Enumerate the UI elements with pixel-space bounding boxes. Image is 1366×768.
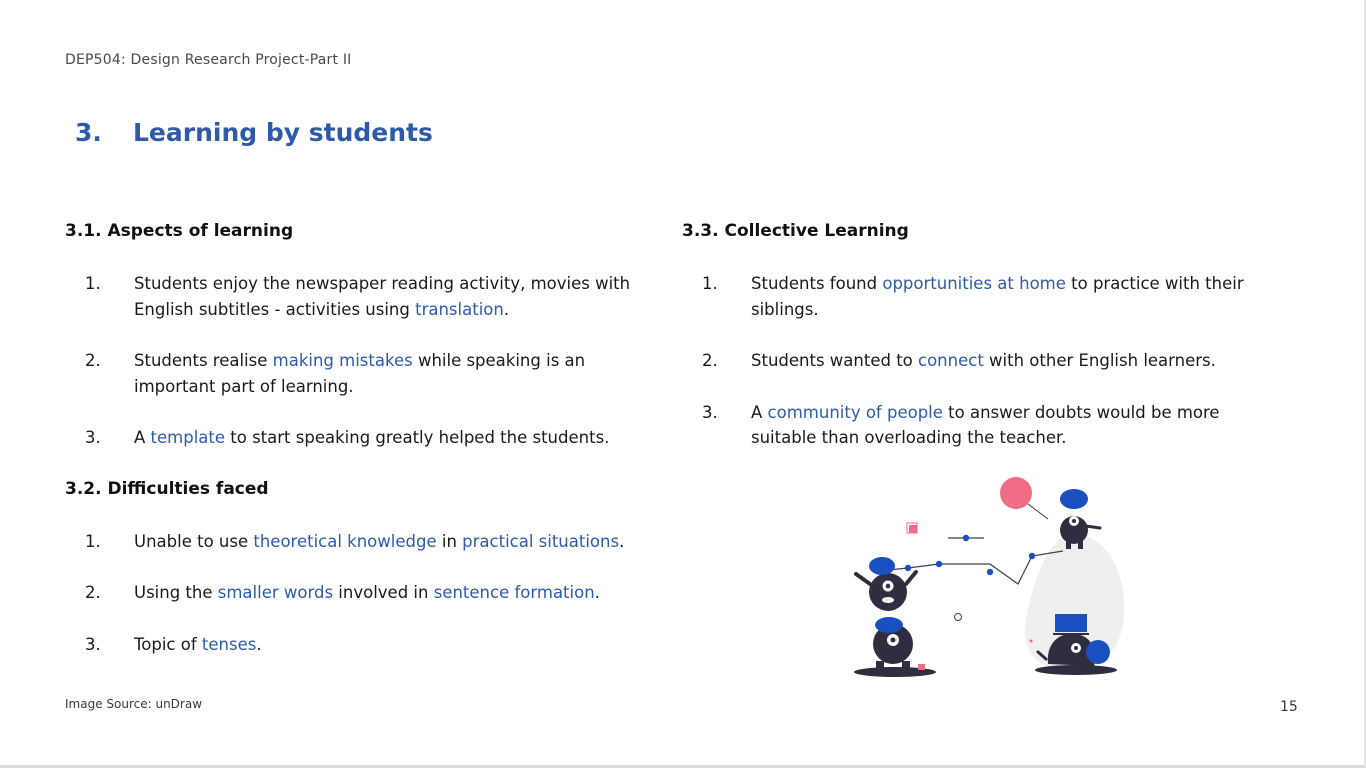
item-text: to start speaking greatly helped the students.: [225, 428, 610, 447]
monsters-illustration: [848, 474, 1138, 684]
list-item: [65, 580, 665, 606]
list-item: [65, 271, 665, 322]
highlight-text: connect: [918, 351, 984, 370]
item-text: Students found: [751, 274, 883, 293]
list-item: [682, 348, 1282, 374]
network-node: [963, 535, 969, 541]
monster-top: [869, 573, 907, 611]
highlight-text: theoretical knowledge: [253, 531, 437, 551]
item-text: Students realise: [134, 351, 273, 370]
highlight-text: template: [150, 428, 226, 447]
monster-bottom-hat: [875, 617, 903, 633]
highlight-text: making mistakes: [272, 351, 413, 370]
item-text: to answer doubts would be more suitable than overloading the teacher.: [751, 402, 1220, 447]
list-number: 1.: [702, 274, 718, 293]
list-item: [65, 632, 665, 658]
page-number: 15: [1280, 699, 1298, 715]
item-text: involved in: [333, 583, 434, 602]
list-number: 2.: [85, 583, 101, 602]
item-text: with other English learners.: [983, 351, 1216, 370]
item-text: .: [256, 634, 262, 654]
right-column: [682, 220, 1282, 451]
list-number: 1.: [85, 274, 101, 293]
item-text: .: [619, 531, 625, 551]
monster-right-top-hat: [1060, 489, 1088, 509]
left-column: [65, 220, 665, 657]
network-node: [987, 569, 993, 575]
list-item: [65, 529, 665, 555]
highlight-text: practical situations: [462, 531, 620, 551]
item-text: while speaking is an important part of learning.: [134, 351, 586, 396]
network-node: [936, 561, 942, 567]
item-text: .: [503, 299, 510, 319]
highlight-text: sentence formation: [433, 583, 595, 602]
highlight-text: tenses: [201, 634, 257, 654]
list-item: [65, 348, 665, 399]
list-number: 3.: [85, 634, 101, 654]
highlight-text: translation: [415, 299, 504, 319]
balloon-string: [1028, 504, 1048, 519]
ground-shadow-right: [1035, 665, 1117, 675]
item-text: Unable to use: [134, 531, 254, 551]
highlight-text: smaller words: [217, 583, 334, 602]
item-text: Students wanted to: [751, 351, 919, 370]
network-node: [1029, 553, 1035, 559]
pink-balloon: [1000, 477, 1032, 509]
list-item: [65, 425, 665, 451]
course-header: DEP504: Design Research Project-Part II: [65, 52, 352, 68]
monster-top-hat: [869, 557, 895, 575]
list-item: [682, 400, 1282, 451]
highlight-text: community of people: [767, 402, 943, 422]
list-item: [682, 271, 1282, 322]
item-text: to practice with their siblings.: [751, 274, 1244, 319]
list-number: 3.: [85, 428, 101, 447]
item-text: .: [594, 583, 600, 602]
item-text: A: [751, 402, 768, 422]
item-text: Students enjoy the newspaper reading activity, movies with English subtitles - activities using: [134, 274, 631, 319]
list-number: 2.: [85, 351, 101, 370]
section-title: [75, 118, 433, 147]
list-number: 3.: [702, 402, 718, 422]
list-number: 1.: [85, 531, 101, 551]
laptop-screen: [1055, 614, 1087, 632]
image-source: Image Source: unDraw: [65, 697, 203, 711]
network-node: [905, 565, 911, 571]
section-title-number: 3.: [75, 118, 102, 147]
item-text: in: [436, 531, 463, 551]
heading-difficulties-faced: 3.2. Difficulties faced: [65, 478, 269, 499]
section-title-text: Learning by students: [133, 118, 433, 147]
highlight-text: opportunities at home: [882, 274, 1066, 293]
heading-collective-learning: 3.3. Collective Learning: [682, 221, 909, 241]
open-circle: [955, 614, 962, 621]
item-text: Topic of: [134, 634, 202, 654]
list-number: 2.: [702, 351, 718, 370]
item-text: A: [134, 428, 151, 447]
square-fill: [909, 525, 917, 533]
heading-aspects-of-learning: 3.1. Aspects of learning: [65, 221, 294, 241]
item-text: Using the: [134, 583, 218, 602]
